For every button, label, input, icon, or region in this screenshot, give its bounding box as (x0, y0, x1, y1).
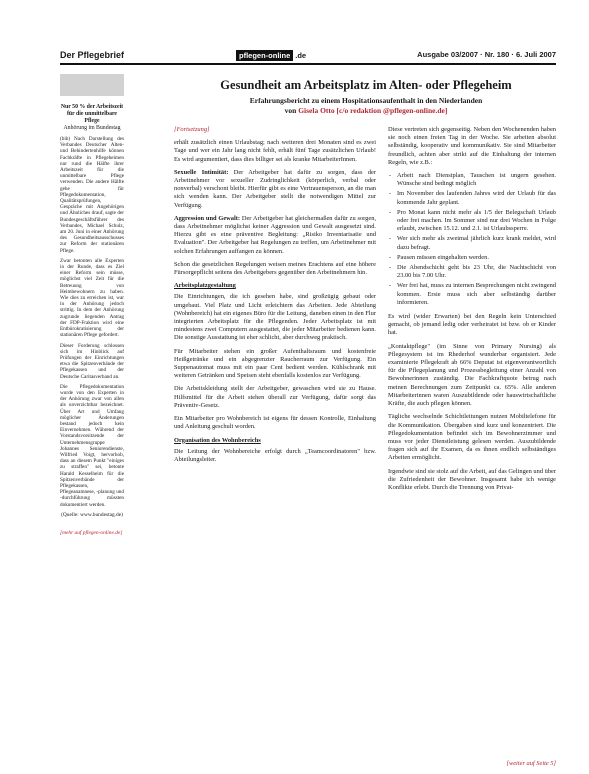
article-column-2 (388, 126, 556, 497)
article-paragraph: Tägliche wechselnde Schichtleitungen nutzen Mobiltelefone für die Kommunikation. Übergaben sind kurz und konzentriert. Die Pflegedokumentation befindet sich im Bewohnerzimmer und muss vor jeder Dienstleistung gelesen werden. Auszubildende fragen sich auf ihr Examen, da es ihnen endlich selbständiges Arbeiten ermöglicht. (388, 413, 556, 462)
article-paragraph (174, 215, 376, 256)
article-paragraph: erhält zusätzlich einen Urlaubstag; nach weiteren drei Monaten sind es zwei Tage und wer ein Jahr lang nicht fehlt, erhält fünf Tage zusätzlichen Urlaub! Es wird argumentiert, dass dies billiger sei als kranke MitarbeiterInnen. (174, 139, 376, 163)
sidebar-lead (60, 104, 124, 132)
byline-author[interactable]: Gisela Otto [c/o redaktion @pflegen-online.de] (298, 105, 448, 115)
sidebar-more-link[interactable]: [mehr auf pflegen-online.de] (60, 529, 123, 536)
article-paragraph (174, 169, 376, 210)
list-item: - Wer sich mehr als zweimal jährlich kurz krank meldet, wird dazu befragt. (397, 235, 556, 251)
sidebar-lead-line2: für die unmittelbare Pflege (66, 111, 118, 124)
publication-name: Der Pflegebrief (60, 50, 125, 60)
article-paragraph: Schon die gesetzlichen Regelungen weisen meines Erachtens auf eine höhere Fürsorgepflicht seitens des Arbeitgebers gegenüber den Arbeitnehmern hin. (174, 260, 376, 277)
site-logo (236, 50, 306, 61)
article-paragraph: Ein Mitarbeiter pro Wohnbereich ist eigens für dessen Kontrolle, Einhaltung und Anleitung geschult worden. (174, 415, 376, 431)
issue-info: Ausgabe 03/2007 · Nr. 180 · 6. Juli 2007 (417, 50, 556, 59)
list-item: - Die Abendschicht geht bis 23 Uhr, die Nachtschicht von 23.00 bis 7.00 Uhr. (397, 264, 556, 280)
sidebar (60, 74, 124, 734)
article-paragraph: „Kontaktpflege" (im Sinne von Primary Nursing) als Pflegesystem ist im Rhederhof wunderbar organisiert. Jede examinierte Pflegekraft ab 66% Deputat ist eigenverantwortlich für die Pflegeplanung und Prozessbegleitung einer Anzahl von Bewohnerinnen zuständig. Die Fachkraftquote betrug nach meinen Berechnungen zum Zeitpunkt ca. 65%. Alle anderen Mitarbeiterinnen waren Auszubildende oder hauswirtschaftliche Kräfte, die auch pflegen können. (388, 342, 556, 408)
article-column-1 (174, 126, 376, 469)
article-paragraph: Für Mitarbeiter stehen ein großer Aufenthaltsraum und kostenfreie Heißgetränke und ein abgegrenzter Raucherraum zur Verfügung. Ein Suppenautomat muss mit ein paar Cent bedient werden. Kühlschrank mit weiteren Getränken und Speisen steht ebenfalls kostenlos zur Verfügung. (174, 347, 376, 380)
paragraph-label: Sexuelle Intimität: (174, 168, 229, 176)
header-rule (60, 63, 556, 65)
continued-link[interactable]: [weiter auf Seite 5] (506, 760, 556, 767)
sidebar-header-bar (60, 74, 124, 96)
article-subtitle (176, 96, 556, 115)
article-byline (176, 106, 556, 116)
article-subtitle-text: Erfahrungsbericht zu einem Hospitationsaufenthalt in den Niederlanden (249, 96, 483, 105)
article-paragraph: Es wird (wider Erwarten) bei den Regeln kein Unterschied gemacht, ob jemand ledig oder verheiratet ist bzw. ob er Kinder hat. (388, 313, 556, 337)
article-paragraph: Die Leitung der Wohnbereiche erfolgt durch „Teamcoordinatoren" bzw. Abteilungsleiter. (174, 447, 376, 463)
sidebar-source: (Quelle: www.bundestag.de) (61, 511, 123, 518)
list-item: - Arbeit nach Dienstplan, Tauschen ist ungern gesehen. Wünsche sind bedingt möglich (397, 172, 556, 188)
section-heading: Arbeitsplatzgestaltung (174, 282, 236, 290)
article-paragraph: Die Arbeitskleidung stellt der Arbeitgeber, gewaschen wird sie zu Hause. Hilfsmittel für die Arbeit stehen überall zur Verfügung, dafür sorgt das Präventiv-Gesetz. (174, 385, 376, 409)
paragraph-label: Aggression und Gewalt: (174, 214, 241, 222)
sidebar-paragraph: Dieser Forderung schlossen sich im Hinblick auf Prüfungen der Einrichtungen etwa die Spitzenverbände der Pflegekassen und der Deutsche Caritasverband an. (60, 342, 124, 380)
sidebar-lead-line1: Nur 50 % der Arbeitszeit (60, 104, 124, 110)
paragraph-text: Der Arbeitgeber hat dafür zu sorgen, dass der Arbeitnehmer vor sexueller Zudringlichkeit (körperlich, verbal oder nonverbal) verschont bleibt. Hierfür gibt es eine Vertrauensperson, an die man sich wenden kann. Der Arbeitgeber stellt die notwendigen Mittel zur Verfügung. (174, 168, 376, 209)
paragraph-text: Der Arbeitgeber hat gleichermaßen dafür zu sorgen, dass Arbeitnehmer möglichst keiner Aggression und Gewalt ausgesetzt sind. Hierzu gibt es eine präventive Begleitung: „Risiko Inventarisatie und Evaluation". Der Arbeitgeber hat Regelungen zu treffen, um Arbeitnehmer mit solchen Erfahrungen auffangen zu können. (174, 214, 376, 255)
rules-list (388, 172, 556, 307)
article-paragraph: Diese vertreten sich gegenseitig. Neben den Wochenenden haben sie noch einen freien Tag in der Woche. Sie arbeiten absolut selbständig, kooperativ und kommunikativ. Sie sind Mitarbeiter freundlich, achten aber strikt auf die Einhaltung der internen Regeln, wie z.B.: (388, 126, 556, 166)
logo-box-text: pflegen-online (236, 50, 293, 61)
sidebar-paragraph: Zwar betonten alle Experten in der Runde, dass es Ziel einer Reform sein müsse, möglichst viel Zeit für die Betreuung von Heimbewohnern zu haben. Wie dies zu erreichen ist, war in der Anhörung jedoch strittig. In dem der Anhörung zugrunde liegenden Antrag der FDP-Fraktion wird eine Entbürokratisierung der stationären Pflege gefordert. (60, 257, 124, 339)
byline-prefix: von (284, 105, 299, 115)
fortsetzung-label: [Fortsetzung] (174, 126, 210, 133)
sidebar-body (60, 136, 124, 536)
logo-suffix: .de (295, 51, 307, 60)
article-paragraph: Die Einrichtungen, die ich gesehen habe, sind großzügig gebaut oder umgebaut. Viel Platz und Licht erleichtern das Arbeiten. Jede Abteilung (Wohnbereich) hat ein eigenes Büro für die Leitung, daneben einen in den Flur integrierten Arbeitsplatz für die Pflegenden. Jeder Arbeitsplatz ist mit mindestens zwei Computern ausgestattet, die jeder Mitarbeiter bedienen kann. Die sonstige Ausstattung ist eher schlicht, aber durchweg praktisch. (174, 293, 376, 342)
section-heading: Organisation des Wohnbereichs (174, 436, 261, 444)
sidebar-lead-line3: Anhörung im Bundestag (63, 125, 121, 131)
list-item: - Pausen müssen eingehalten werden. (397, 254, 556, 262)
article-title: Gesundheit am Arbeitsplatz im Alten- oder Pflegeheim (220, 78, 512, 92)
article-paragraph: Irgendwie sind sie stolz auf die Arbeit, auf das Gelingen und über die Zufriedenheit der Bewohner. Insgesamt habe ich wenige Konflikte erlebt. Durch die Trennung von Privat- (388, 467, 556, 491)
sidebar-paragraph: (bib) Nach Darstellung des Verbandes Deutscher Alten- und Behindertenhilfe können Fachkräfte in Pflegeheimen nur rund die Hälfte ihrer Arbeitszeit für die unmittelbare Pflege verwenden. Die andere Hälfte gehe für Pflegedokumentation, Qualitätsprüfungen, Gespräche mit Angehörigen und Ähnliches drauf, sagte der Bundesgeschäftsführer des Verbandes, Michael Schulz, am 20. Juni in einer Anhörung des Gesundheitsausschusses zur Reform der stationären Pflege. (60, 136, 124, 254)
list-item: - Im November des laufenden Jahres wird der Urlaub für das kommende Jahr geplant. (397, 190, 556, 206)
sidebar-paragraph: Die Pflegedokumentation wurde von den Experten in der Anhörung zwar von allen als unverzichtbar bezeichnet. Über Art und Umfang möglicher Änderungen bestand jedoch kein Einvernehmen. Während der Vorstandsvorsitzende der Unternehmensgruppe Johannes Seniorendienste, Wilfried Voigt, hervorhob, dass an diesem Punkt "einiges zu straffen" sei, betonte Harald Kesselheim für die Spitzenverbände der Pflegekassen, Pflegeanamnese, -planung und -durchführung müssten dokumentiert werden. (60, 383, 124, 508)
list-item: - Pro Monat kann nicht mehr als 1/5 der Belegschaft Urlaub oder frei machen. Im Sommer sind nur drei Wochen in Folge erlaubt, zwischen 15.12. und 2.1. ist Urlaubssperre. (397, 209, 556, 234)
list-item: - Wer frei hat, muss zu internen Besprechungen nicht zwingend kommen. Ersie muss sich aber selbständig darüber informieren. (397, 282, 556, 307)
